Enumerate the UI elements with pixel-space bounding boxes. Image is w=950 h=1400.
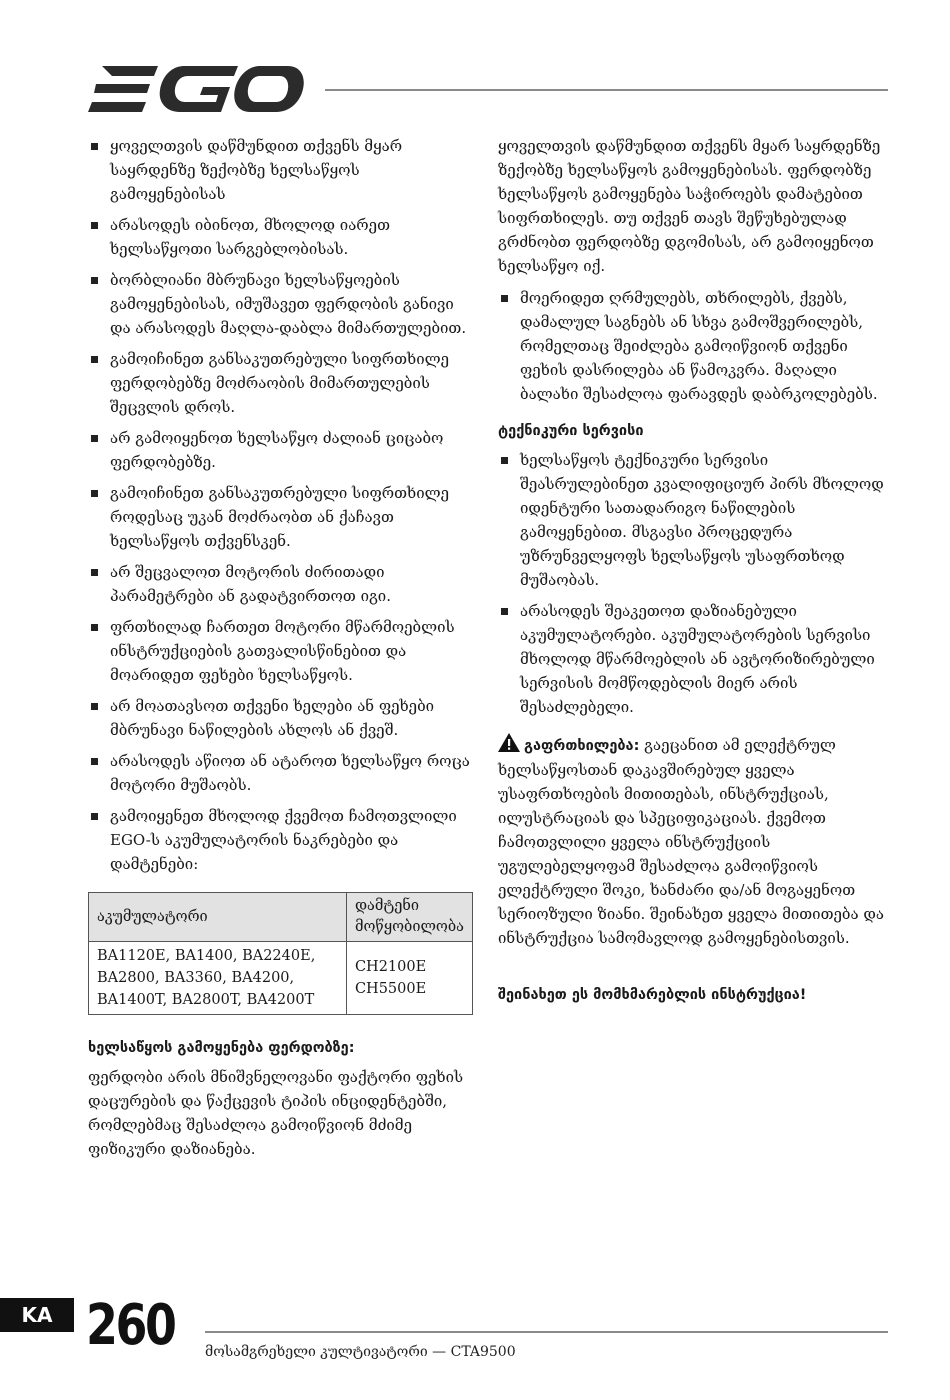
right-column [498, 134, 890, 1006]
bullet-item: ფრთხილად ჩართეთ მოტორი მწარმოებლის ინსტრუქციების გათვალისწინებით და მოარიდეთ ფეხები ხელსაწყოს. [88, 615, 476, 687]
intro-paragraph: ყოველთვის დაწმუნდით თქვენს მყარ საყრდენზე ზექობზე ხელსაწყოს გამოყენებისას. ფერდობზე ხელსაწყოს გამოყენება საჭიროებს დამატებით სიფრთხილეს. თუ თქვენ თავს შეწუხებულად გრძნობთ ფერდობზე დგომისას, არ გამოიყენოთ ხელსაწყო იქ. [498, 137, 881, 275]
page-number: 260 [86, 1293, 175, 1358]
bullet-item: არ მოათავსოთ თქვენი ხელები ან ფეხები მბრუნავი ნაწილების ახლოს ან ქვეშ. [88, 694, 476, 742]
bullet-item: არასოდეს შეაკეთოთ დაზიანებული აკუმულატორები. აკუმულატორების სერვისი მხოლოდ მწარმოებლის ან ავტორიზირებული სერვისის მომწოდებლის მიერ არის შესაძლებელი. [498, 599, 890, 719]
left-column [88, 134, 476, 1169]
bullet-item: ბორბლიანი მბრუნავი ხელსაწყოების გამოყენებისას, იმუშავეთ ფერდობის განივი და არასოდეს მაღლა-დაბლა მიმართულებით. [88, 268, 476, 340]
bullet-item: გამოიჩინეთ განსაკუთრებული სიფრთხილე ფერდობებზე მოძრაობის მიმართულების შეცვლის დროს. [88, 347, 476, 419]
bullet-item: არ შეცვალოთ მოტორის ძირითადი პარამეტრები ან გადატვირთოთ იგი. [88, 560, 476, 608]
bullet-item: არასოდეს იბინოთ, მხოლოდ იარეთ ხელსაწყოთი სარგებლობისას. [88, 213, 476, 261]
battery-models-cell: BA1120E, BA1400, BA2240E, BA2800, BA3360, BA4200, BA1400T, BA2800T, BA4200T [89, 942, 347, 1015]
closing-note: შეინახეთ ეს მომხმარებლის ინსტრუქცია! [498, 987, 807, 1003]
table-header-charger: დამტენი მოწყობილობა [346, 893, 472, 942]
slope-heading: ხელსაწყოს გამოყენება ფერდობზე: [88, 1040, 355, 1056]
language-badge: KA [0, 1298, 74, 1332]
obstacle-bullet-list [498, 286, 890, 406]
ego-logo [88, 64, 304, 114]
bullet-item: არასოდეს აწიოთ ან ატაროთ ხელსაწყო როცა მოტორი მუშაობს. [88, 749, 476, 797]
charger-model: CH5500E [354, 981, 427, 997]
table-header-row [89, 893, 473, 942]
safety-bullet-list [88, 134, 476, 876]
charger-model: CH2100E [354, 959, 427, 975]
slope-paragraph: ფერდობი არის მნიშვნელოვანი ფაქტორი ფეხის დაცურების და წაქცევის ტიპის ინციდენტებში, რომლებმაც შესაძლოა გამოიწვიონ მძიმე ფიზიკური დაზიანება. [88, 1068, 464, 1158]
battery-charger-table [88, 892, 473, 1015]
warning-label: გაფრთხილება: [524, 738, 640, 754]
bullet-item: მოერიდეთ ღრმულებს, თხრილებს, ქვებს, დამალულ საგნებს ან სხვა გამოშვერილებს, რომელთაც შეიძლება გამოიწვიონ თქვენი ფეხის დასრილება ან წამოკვრა. მაღალი ბალახი შესაძლოა ფარავდეს დაბრკოლებებს. [498, 286, 890, 406]
footer-rule [205, 1331, 888, 1333]
table-row [89, 942, 473, 1015]
charger-models-cell [346, 942, 472, 1015]
bullet-item: გამოიყენეთ მხოლოდ ქვემოთ ჩამოთვლილი EGO-ს აკუმულატორის ნაკრებები და დამტენები: [88, 804, 476, 876]
header-rule [325, 89, 888, 91]
bullet-item: ყოველთვის დაწმუნდით თქვენს მყარ საყრდენზე ზექობზე ხელსაწყოს გამოყენებისას [88, 134, 476, 206]
footer-title: მოსამგრეხელი კულტივატორი — CTA9500 [205, 1344, 516, 1360]
warning-text: გაეცანით ამ ელექტრულ ხელსაწყოსთან დაკავშირებულ ყველა უსაფრთხოების მითითებას, ინსტრუქციას, ილუსტრაციას და სპეციფიკაციას. ქვემოთ ჩამოთვლილი ყველა ინსტრუქციის უგულებელყოფამ შესაძლოა გამოიწვიოს ელექტრული შოკი, ხანძარი და/ან მოგაყენოთ სერიოზული ზიანი. შეინახეთ ყველა მითითება და ინსტრუქცია სამომავლოდ გამოყენებისთვის. [498, 736, 884, 947]
warning-block [498, 733, 890, 950]
table-header-battery: აკუმულატორი [89, 893, 347, 942]
service-heading: ტექნიკური სერვისი [498, 423, 644, 439]
bullet-item: არ გამოიყენოთ ხელსაწყო ძალიან ციცაბო ფერდობებზე. [88, 426, 476, 474]
warning-triangle-icon [498, 733, 520, 752]
service-bullet-list [498, 448, 890, 719]
bullet-item: გამოიჩინეთ განსაკუთრებული სიფრთხილე როდესაც უკან მოძრაობთ ან ქაჩავთ ხელსაწყოს თქვენსკენ. [88, 481, 476, 553]
bullet-item: ხელსაწყოს ტექნიკური სერვისი შეასრულებინეთ კვალიფიციურ პირს მხოლოდ იდენტური სათადარიგო ნაწილების გამოყენებით. მსგავსი პროცედურა უზრუნველყოფს ხელსაწყოს უსაფრთხოდ მუშაობას. [498, 448, 890, 592]
